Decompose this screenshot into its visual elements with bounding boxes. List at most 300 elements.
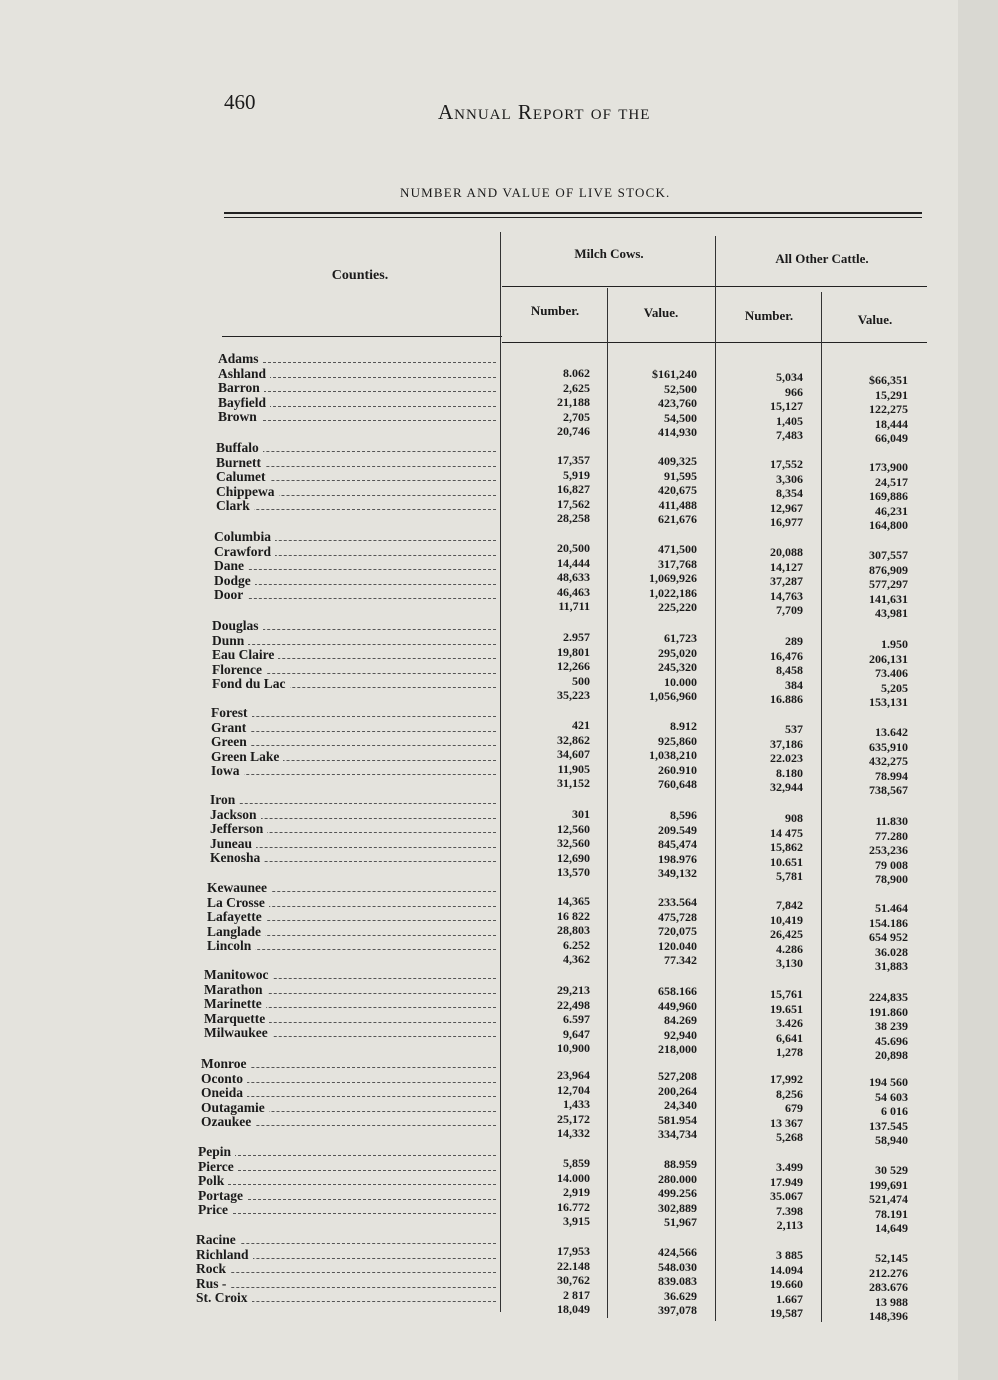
milch-cows-value: 51,967 <box>664 1215 697 1230</box>
county-cell <box>212 648 496 663</box>
other-cattle-number: 14,763 <box>770 588 803 603</box>
milch-cows-value: 295,020 <box>658 645 697 660</box>
county-cell <box>212 677 496 692</box>
milch-cows-value: 414,930 <box>658 425 697 440</box>
milch-cows-number: 13,570 <box>557 865 590 880</box>
county-cell <box>207 939 496 954</box>
milch-cows-value: 1,038,210 <box>649 748 697 763</box>
other-cattle-header: All Other Cattle. <box>775 251 869 266</box>
other-cattle-value: 154.186 <box>869 915 908 930</box>
milch-cows-value: 1,069,926 <box>649 571 697 586</box>
county-name: Brown <box>218 410 261 424</box>
milch-cows-number: 5,919 <box>563 467 590 482</box>
county-name: Douglas <box>212 619 263 633</box>
milch-cows-value: 409,325 <box>658 454 697 468</box>
milch-cows-number: 9,647 <box>563 1026 590 1041</box>
milch-cows-value: 92,940 <box>664 1027 697 1042</box>
other-cattle-number: 7.398 <box>776 1203 803 1218</box>
leader-dots <box>214 584 496 585</box>
county-name: Milwaukee <box>204 1026 272 1040</box>
milch-cows-value: 760,648 <box>658 777 697 792</box>
other-cattle-value: 654 952 <box>869 930 908 945</box>
county-name: Chippewa <box>216 485 279 499</box>
milch-cows-value: 54,500 <box>664 410 697 425</box>
other-cattle-number: 1,278 <box>776 1045 803 1060</box>
other-cattle-value: 635,910 <box>869 739 908 754</box>
county-name: Barron <box>218 381 264 395</box>
other-cattle-number: 16,977 <box>770 515 803 530</box>
county-name: Oconto <box>201 1072 247 1086</box>
other-cattle-number: 1.667 <box>776 1291 803 1306</box>
county-cell <box>207 896 496 911</box>
running-head: Annual Report of the <box>438 100 651 124</box>
other-cattle-number: 10.651 <box>770 854 803 869</box>
table-row <box>0 410 958 446</box>
county-cell <box>214 545 496 560</box>
other-cattle-value: 141,631 <box>869 591 908 606</box>
milch-cows-number: 30,762 <box>557 1273 590 1288</box>
other-cattle-number: 26,425 <box>770 927 803 942</box>
table-row <box>0 1026 958 1063</box>
milch-cows-number: 19,801 <box>557 644 590 659</box>
other-cattle-value: 169,886 <box>869 489 908 504</box>
county-name: Ashland <box>218 367 270 381</box>
leader-dots <box>216 509 496 510</box>
leader-dots <box>210 803 496 804</box>
county-name: Outagamie <box>201 1101 269 1115</box>
county-name: Dane <box>214 559 248 573</box>
county-cell <box>216 441 496 456</box>
county-name: Marathon <box>204 983 267 997</box>
milch-cows-value: $161,240 <box>652 367 697 381</box>
milch-cows-number: 11,905 <box>557 761 590 776</box>
other-cattle-number: 2,113 <box>776 1218 803 1233</box>
milch-cows-value: 658.166 <box>658 984 697 998</box>
milch-cows-value: 233.564 <box>658 895 697 909</box>
milch-cows-number: 12,560 <box>557 821 590 836</box>
county-cell <box>214 588 496 603</box>
milch-cows-number: 4,362 <box>563 952 590 967</box>
milch-cows-value: 36.629 <box>664 1288 697 1303</box>
other-cattle-number: 8,354 <box>776 486 803 501</box>
leader-dots <box>211 731 496 732</box>
county-name: Juneau <box>210 837 256 851</box>
other-cattle-value: 36.028 <box>875 944 908 959</box>
milch-cows-value: 24,340 <box>664 1098 697 1113</box>
other-cattle-number: 14,127 <box>770 559 803 574</box>
milch-cows-number: 22,498 <box>557 997 590 1012</box>
county-name: Fond du Lac <box>212 677 290 691</box>
county-cell <box>218 352 496 367</box>
milch-cows-value: 397,078 <box>658 1303 697 1318</box>
milch-cows-value: 621,676 <box>658 512 697 527</box>
other-cattle-value: 38 239 <box>875 1019 908 1034</box>
other-cattle-number: 5,781 <box>776 869 803 884</box>
county-name: Langlade <box>207 925 265 939</box>
county-name: Kewaunee <box>207 881 271 895</box>
other-cattle-number: 20,088 <box>770 545 803 559</box>
milch-cows-number: 5,859 <box>563 1156 590 1170</box>
county-group <box>0 881 958 974</box>
milch-cows-value: 581.954 <box>658 1112 697 1127</box>
milch-cows-number: 1,433 <box>563 1097 590 1112</box>
milch-cows-number: 421 <box>572 718 590 732</box>
other-cattle-number: 17.949 <box>770 1174 803 1189</box>
county-group <box>0 1145 958 1236</box>
milch-cows-number: 12,704 <box>557 1082 590 1097</box>
milch-cows-number: 17,953 <box>557 1244 590 1258</box>
milch-cows-value: 225,220 <box>658 600 697 615</box>
milch-cows-value: 260.910 <box>658 762 697 777</box>
county-cell <box>198 1145 496 1160</box>
milch-cows-value: 198.976 <box>658 851 697 866</box>
other-cattle-value: 77.280 <box>875 828 908 843</box>
other-cattle-value: 1.950 <box>881 637 908 651</box>
milch-cows-value: 1,056,960 <box>649 689 697 704</box>
milch-cows-value: 218,000 <box>658 1042 697 1057</box>
milch-cows-number: 46,463 <box>557 584 590 599</box>
other-cattle-number: 4.286 <box>776 941 803 956</box>
county-name: Ozaukee <box>201 1115 255 1129</box>
milch-cows-number: 34,607 <box>557 747 590 762</box>
county-cell <box>201 1086 496 1101</box>
county-name: Polk <box>198 1174 228 1188</box>
table-row <box>0 674 958 710</box>
leader-dots <box>211 745 496 746</box>
other-cattle-number: 384 <box>785 677 803 692</box>
milch-cows-value: 209.549 <box>658 822 697 837</box>
milch-cows-value: 120.040 <box>658 938 697 953</box>
county-cell <box>204 997 496 1012</box>
milch-cows-value: 471,500 <box>658 542 697 556</box>
county-name: Forest <box>211 706 252 720</box>
county-cell <box>201 1072 496 1087</box>
county-cell <box>204 968 496 983</box>
county-name: Lincoln <box>207 939 255 953</box>
leader-dots <box>212 644 496 645</box>
county-name: Columbia <box>214 530 275 544</box>
oc-number-header: Number. <box>744 308 794 323</box>
other-cattle-value: 52,145 <box>875 1251 908 1265</box>
milch-cows-number: 10,900 <box>557 1041 590 1056</box>
milch-cows-number: 32,560 <box>557 836 590 851</box>
other-cattle-number: 22.023 <box>770 751 803 766</box>
other-cattle-number: 35.067 <box>770 1189 803 1204</box>
milch-cows-number: 14,444 <box>557 555 590 570</box>
county-name: Lafayette <box>207 910 266 924</box>
county-cell <box>204 983 496 998</box>
milch-cows-number: 18,049 <box>557 1302 590 1317</box>
leader-dots <box>214 569 496 570</box>
milch-cows-value: 499.256 <box>658 1186 697 1201</box>
county-cell <box>218 410 496 425</box>
milch-cows-number: 8.062 <box>563 366 590 380</box>
milch-cows-number: 28,258 <box>557 511 590 526</box>
county-cell <box>218 367 496 382</box>
county-cell <box>207 910 496 925</box>
other-cattle-number: 8,458 <box>776 663 803 678</box>
other-cattle-value: 45.696 <box>875 1033 908 1048</box>
other-cattle-value: 194 560 <box>869 1075 908 1089</box>
other-cattle-number: 8.180 <box>776 765 803 780</box>
other-cattle-number: 32,944 <box>770 780 803 795</box>
other-cattle-value: 13 988 <box>875 1294 908 1309</box>
county-name: Racine <box>196 1233 240 1247</box>
county-cell <box>207 925 496 940</box>
other-cattle-value: 78.994 <box>875 768 908 783</box>
county-name: Green <box>211 735 251 749</box>
other-cattle-value: 58,940 <box>875 1133 908 1148</box>
other-cattle-number: 19.651 <box>770 1001 803 1016</box>
other-cattle-value: 122,275 <box>869 402 908 417</box>
county-cell <box>216 485 496 500</box>
milch-cows-value: 10.000 <box>664 674 697 689</box>
top-rule <box>224 212 922 214</box>
other-cattle-value: $66,351 <box>869 373 908 387</box>
county-group <box>0 619 958 710</box>
county-group <box>0 441 958 533</box>
milch-cows-number: 14,365 <box>557 894 590 908</box>
county-name: Iron <box>210 793 239 807</box>
county-name: Rus - <box>196 1277 230 1291</box>
other-cattle-value: 148,396 <box>869 1309 908 1324</box>
table-row <box>0 1288 958 1324</box>
milch-cows-number: 2,919 <box>563 1185 590 1200</box>
other-cattle-value: 283.676 <box>869 1280 908 1295</box>
other-cattle-number: 14.094 <box>770 1262 803 1277</box>
county-name: Kenosha <box>210 851 264 865</box>
county-name: Florence <box>212 663 266 677</box>
milch-cows-value: 548.030 <box>658 1259 697 1274</box>
county-name: Dodge <box>214 574 255 588</box>
other-cattle-value: 15,291 <box>875 387 908 402</box>
county-cell <box>212 634 496 649</box>
page-number: 460 <box>224 90 256 114</box>
county-cell <box>214 559 496 574</box>
county-cell <box>218 396 496 411</box>
milch-cows-value: 527,208 <box>658 1069 697 1083</box>
other-cattle-value: 13.642 <box>875 725 908 739</box>
milch-cows-value: 84.269 <box>664 1013 697 1028</box>
county-group <box>0 793 958 887</box>
milch-cows-value: 88.959 <box>664 1157 697 1171</box>
other-cattle-value: 738,567 <box>869 783 908 798</box>
county-cell <box>204 1026 496 1041</box>
milch-cows-value: 245,320 <box>658 660 697 675</box>
county-name: Jackson <box>210 808 261 822</box>
other-cattle-number: 17,992 <box>770 1072 803 1086</box>
county-name: Richland <box>196 1248 253 1262</box>
county-name: Manitowoc <box>204 968 273 982</box>
other-cattle-number: 5,268 <box>776 1130 803 1145</box>
county-name: Oneida <box>201 1086 247 1100</box>
other-cattle-number: 15,761 <box>770 987 803 1001</box>
other-cattle-number: 6,641 <box>776 1030 803 1045</box>
other-cattle-value: 5,205 <box>881 680 908 695</box>
county-group <box>0 1233 958 1324</box>
milch-cows-value: 839.083 <box>658 1274 697 1289</box>
milch-cows-number: 14.000 <box>557 1170 590 1185</box>
milch-cows-value: 8,596 <box>670 808 697 822</box>
other-cattle-value: 31,883 <box>875 959 908 974</box>
other-cattle-value: 6 016 <box>881 1104 908 1119</box>
county-cell <box>207 881 496 896</box>
county-cell <box>211 764 496 779</box>
county-cell <box>211 735 496 750</box>
county-cell <box>212 663 496 678</box>
county-cell <box>216 499 496 514</box>
other-cattle-value: 78.191 <box>875 1206 908 1221</box>
milch-cows-value: 449,960 <box>658 998 697 1013</box>
county-group <box>0 530 958 621</box>
milch-cows-value: 1,022,186 <box>649 585 697 600</box>
other-cattle-value: 191.860 <box>869 1004 908 1019</box>
county-group <box>0 706 958 798</box>
county-name: Calumet <box>216 470 270 484</box>
county-cell <box>196 1262 496 1277</box>
other-cattle-value: 137.545 <box>869 1118 908 1133</box>
leader-dots <box>211 774 496 775</box>
leader-dots <box>198 1170 496 1171</box>
milch-cows-value: 475,728 <box>658 909 697 924</box>
county-cell <box>201 1101 496 1116</box>
other-cattle-value: 20,898 <box>875 1048 908 1063</box>
other-cattle-number: 14 475 <box>770 825 803 840</box>
milch-cows-number: 28,803 <box>557 923 590 938</box>
other-cattle-number: 966 <box>785 384 803 399</box>
milch-cows-number: 29,213 <box>557 983 590 997</box>
other-cattle-value: 54 603 <box>875 1089 908 1104</box>
county-cell <box>196 1277 496 1292</box>
other-cattle-value: 432,275 <box>869 754 908 769</box>
other-cattle-number: 16,476 <box>770 648 803 663</box>
county-cell <box>198 1203 496 1218</box>
county-cell <box>198 1160 496 1175</box>
county-cell <box>210 808 496 823</box>
county-group <box>0 1057 958 1148</box>
county-group <box>0 968 958 1063</box>
other-cattle-number: 3 885 <box>776 1248 803 1262</box>
milch-cows-number: 17,357 <box>557 453 590 467</box>
county-name: Adams <box>218 352 263 366</box>
milch-cows-number: 2,705 <box>563 409 590 424</box>
other-cattle-number: 1,405 <box>776 413 803 428</box>
milch-cows-number: 11,711 <box>558 599 590 614</box>
county-cell <box>212 619 496 634</box>
milch-cows-number: 23,964 <box>557 1068 590 1082</box>
other-cattle-value: 153,131 <box>869 695 908 710</box>
county-cell <box>210 837 496 852</box>
other-cattle-value: 30 529 <box>875 1163 908 1177</box>
other-cattle-value: 307,557 <box>869 548 908 562</box>
other-cattle-number: 12,967 <box>770 500 803 515</box>
milch-cows-value: 200,264 <box>658 1083 697 1098</box>
milch-cows-value: 420,675 <box>658 483 697 498</box>
county-name: Rock <box>196 1262 230 1276</box>
other-cattle-number: 37,186 <box>770 736 803 751</box>
other-cattle-value: 164,800 <box>869 518 908 533</box>
other-cattle-number: 908 <box>785 811 803 825</box>
county-name: Price <box>198 1203 232 1217</box>
other-cattle-number: 5,034 <box>776 370 803 384</box>
other-cattle-number: 19.660 <box>770 1277 803 1292</box>
county-name: Burnett <box>216 456 265 470</box>
milch-cows-number: 25,172 <box>557 1111 590 1126</box>
county-cell <box>216 470 496 485</box>
mc-value-header: Value. <box>643 305 679 320</box>
other-cattle-value: 46,231 <box>875 503 908 518</box>
milch-cows-number: 6.597 <box>563 1012 590 1027</box>
county-cell <box>210 851 496 866</box>
milch-cows-number: 16 822 <box>557 908 590 923</box>
milch-cows-number: 12,690 <box>557 850 590 865</box>
county-cell <box>196 1291 496 1306</box>
milch-cows-value: 8.912 <box>670 719 697 733</box>
other-cattle-value: 173,900 <box>869 460 908 474</box>
milch-cows-value: 77.342 <box>664 953 697 968</box>
county-name: Marinette <box>204 997 266 1011</box>
county-cell <box>201 1057 496 1072</box>
county-cell <box>196 1233 496 1248</box>
leader-dots <box>211 716 496 717</box>
other-cattle-number: 3.426 <box>776 1016 803 1031</box>
milch-cows-number: 32,862 <box>557 732 590 747</box>
milch-cows-value: 61,723 <box>664 631 697 645</box>
county-name: Bayfield <box>218 396 270 410</box>
milch-cows-value: 720,075 <box>658 924 697 939</box>
county-cell <box>201 1115 496 1130</box>
other-cattle-number: 679 <box>785 1101 803 1116</box>
leader-dots <box>214 598 496 599</box>
other-cattle-value: 521,474 <box>869 1192 908 1207</box>
mc-number-header: Number. <box>530 303 580 318</box>
county-name: St. Croix <box>196 1291 252 1305</box>
other-cattle-value: 577,297 <box>869 577 908 592</box>
milch-cows-number: 2 817 <box>563 1287 590 1302</box>
county-name: Jefferson <box>210 822 267 836</box>
milch-cows-value: 423,760 <box>658 396 697 411</box>
county-name: Pepin <box>198 1145 235 1159</box>
other-cattle-value: 78,900 <box>875 872 908 887</box>
milch-cows-number: 16,827 <box>557 482 590 497</box>
county-cell <box>198 1189 496 1204</box>
other-cattle-number: 16.886 <box>770 692 803 707</box>
other-cattle-value: 14,649 <box>875 1221 908 1236</box>
other-cattle-number: 8,256 <box>776 1086 803 1101</box>
other-cattle-number: 13 367 <box>770 1115 803 1130</box>
milch-cows-number: 21,188 <box>557 395 590 410</box>
other-cattle-number: 17,552 <box>770 457 803 471</box>
milch-cows-number: 6.252 <box>563 937 590 952</box>
other-cattle-value: 24,517 <box>875 474 908 489</box>
other-cattle-number: 3.499 <box>776 1160 803 1174</box>
county-name: Portage <box>198 1189 247 1203</box>
milch-cows-value: 317,768 <box>658 556 697 571</box>
milch-cows-number: 301 <box>572 807 590 821</box>
county-name: Dunn <box>212 634 248 648</box>
table-title: NUMBER AND VALUE OF LIVE STOCK. <box>400 185 671 200</box>
milch-cows-value: 925,860 <box>658 733 697 748</box>
milch-cows-header: Milch Cows. <box>574 246 644 261</box>
county-cell <box>196 1248 496 1263</box>
leader-dots <box>198 1184 496 1185</box>
county-cell <box>198 1174 496 1189</box>
county-name: Green Lake <box>211 750 283 764</box>
milch-cows-value: 302,889 <box>658 1200 697 1215</box>
milch-cows-value: 845,474 <box>658 837 697 852</box>
table-row <box>0 1200 958 1236</box>
county-group <box>0 352 958 446</box>
